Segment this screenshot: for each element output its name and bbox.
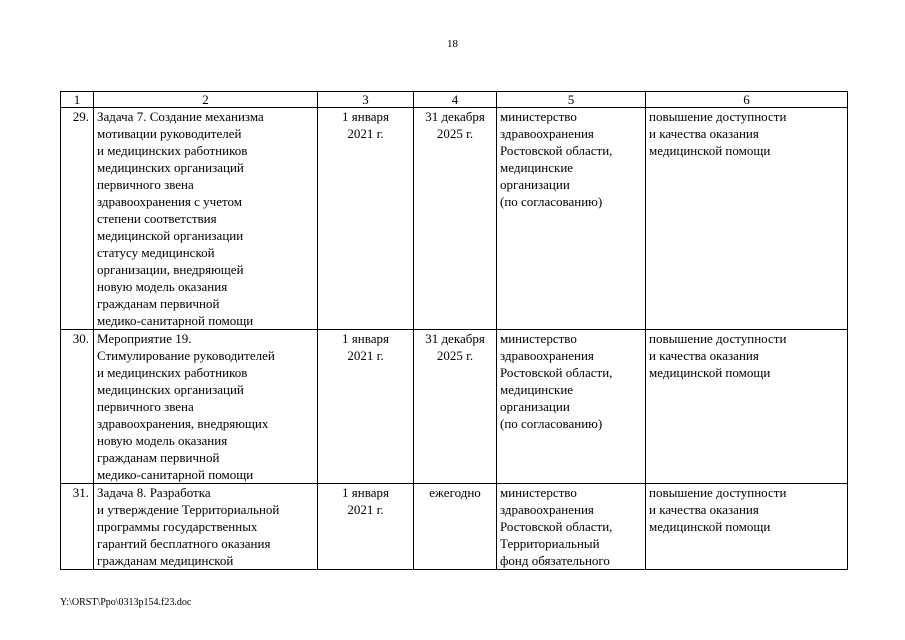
end-date: 31 декабря 2025 г. (414, 108, 497, 330)
executor: министерство здравоохранения Ростовской области, медицинские организации (по согласованию) (497, 108, 646, 330)
expected-result: повышение доступности и качества оказания медицинской помощи (646, 108, 848, 330)
page-number: 18 (447, 38, 458, 50)
start-date: 1 января 2021 г. (318, 108, 414, 330)
activities-table (60, 91, 848, 570)
end-date: ежегодно (414, 484, 497, 570)
executor: министерство здравоохранения Ростовской области, медицинские организации (по согласованию) (497, 330, 646, 484)
start-date: 1 января 2021 г. (318, 484, 414, 570)
executor: министерство здравоохранения Ростовской области, Территориальный фонд обязательного (497, 484, 646, 570)
column-header: 6 (646, 92, 848, 108)
activity-name: Задача 7. Создание механизма мотивации руководителей и медицинских работников медицинских организаций первичного звена здравоохранения с учетом степени соответствия медицинской организации статусу медицинской организации, внедряющей новую модель оказания гражданам первичной медико-санитарной помощи (94, 108, 318, 330)
end-date: 31 декабря 2025 г. (414, 330, 497, 484)
table-row (61, 484, 848, 570)
table-header-row (61, 92, 848, 108)
expected-result: повышение доступности и качества оказания медицинской помощи (646, 330, 848, 484)
table-row (61, 108, 848, 330)
document-path-footer: Y:\ORST\Ppo\0313p154.f23.doc (60, 597, 192, 608)
row-number: 29. (61, 108, 94, 330)
row-number: 30. (61, 330, 94, 484)
column-header: 1 (61, 92, 94, 108)
column-header: 3 (318, 92, 414, 108)
table-row (61, 330, 848, 484)
row-number: 31. (61, 484, 94, 570)
activity-name: Задача 8. Разработка и утверждение Территориальной программы государственных гарантий бесплатного оказания гражданам медицинской (94, 484, 318, 570)
column-header: 4 (414, 92, 497, 108)
activity-name: Мероприятие 19. Стимулирование руководителей и медицинских работников медицинских организаций первичного звена здравоохранения, внедряющих новую модель оказания гражданам первичной медико-санитарной помощи (94, 330, 318, 484)
start-date: 1 января 2021 г. (318, 330, 414, 484)
column-header: 5 (497, 92, 646, 108)
column-header: 2 (94, 92, 318, 108)
expected-result: повышение доступности и качества оказания медицинской помощи (646, 484, 848, 570)
